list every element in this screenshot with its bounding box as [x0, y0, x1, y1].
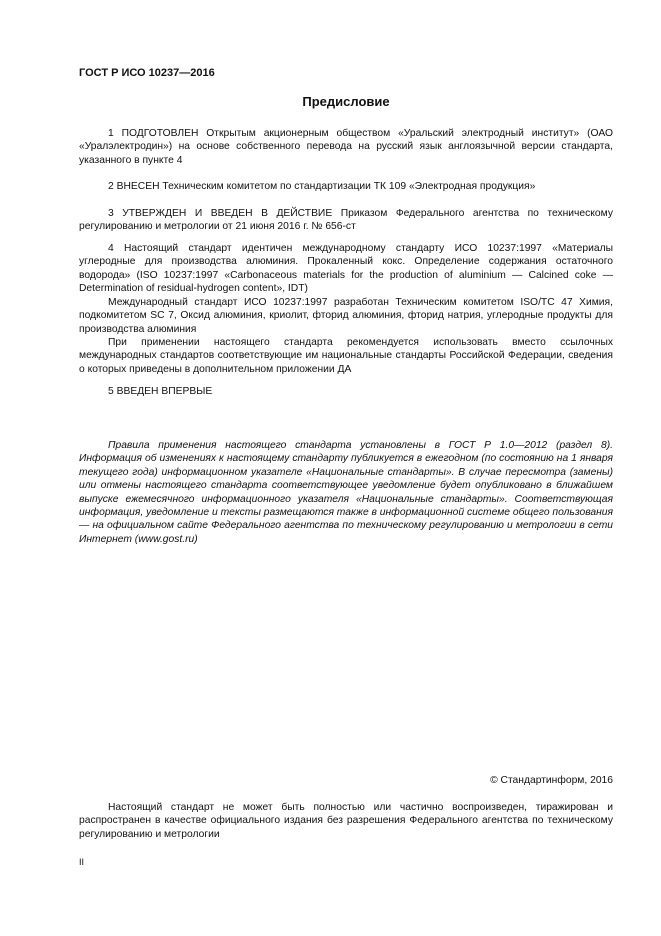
item-4-developer: Международный стандарт ИСО 10237:1997 разработан Техническим комитетом ISO/TC 47 Химия, подкомитетом SC 7, Оксид алюминия, криолит, фторид алюминия, фторид натрия, углеродные продукты для производства алюминия [79, 297, 613, 335]
page-number: II [79, 857, 85, 867]
standard-designation: ГОСТ Р ИСО 10237—2016 [79, 67, 215, 79]
item-4-identical: 4 Настоящий стандарт идентичен международному стандарту ИСО 10237:1997 «Материалы углеродные для производства алюминия. Прокаленный кокс. Определение содержания остаточного водорода» (ISO 10237:1997 «Carbonaceous materials for the production of aluminium — Calcined coke — Determination of residual-hydrogen content», IDT) [79, 243, 613, 295]
item-2-submitted: 2 ВНЕСЕН Техническим комитетом по стандартизации ТК 109 «Электродная продукция» [108, 181, 536, 192]
copyright-line: © Стандартинформ, 2016 [490, 775, 613, 786]
item-1-prepared: 1 ПОДГОТОВЛЕН Открытым акционерным обществом «Уральский электродный институт» (ОАО «Уралэлектродин») на основе собственного перевода на русский язык англоязычной версии стандарта, указанного в пункте 4 [79, 128, 613, 166]
item-4-references: При применении настоящего стандарта рекомендуется использовать вместо ссылочных международных стандартов соответствующие им национальные стандарты Российской Федерации, сведения о которых приведены в дополнительном приложении ДА [79, 337, 613, 375]
item-3-approved: 3 УТВЕРЖДЕН И ВВЕДЕН В ДЕЙСТВИЕ Приказом Федерального агентства по техническому регулированию и метрологии от 21 июня 2016 г. № 656-ст [79, 208, 613, 233]
application-notice: Правила применения настоящего стандарта установлены в ГОСТ Р 1.0—2012 (раздел 8). Информация об изменениях к настоящему стандарту публикуется в ежегодном (по состоянию на 1 января текущего года) информационном указателе «Национальные стандарты». В случае пересмотра (замены) или отмены настоящего стандарта соответствующее уведомление будет опубликовано в ближайшем выпуске ежемесячного информационного указателя «Национальные стандарты». Соответствующая информация, уведомление и тексты размещаются также в информационной системе общего пользования — на официальном сайте Федерального агентства по техническому регулированию и метрологии в сети Интернет (www.gost.ru) [79, 440, 613, 545]
item-5-first-introduced: 5 ВВЕДЕН ВПЕРВЫЕ [108, 386, 213, 397]
page-title: Предисловие [302, 94, 390, 109]
reproduction-notice: Настоящий стандарт не может быть полностью или частично воспроизведен, тиражирован и распространен в качестве официального издания без разрешения Федерального агентства по техническому регулированию и метрологии [79, 802, 613, 840]
